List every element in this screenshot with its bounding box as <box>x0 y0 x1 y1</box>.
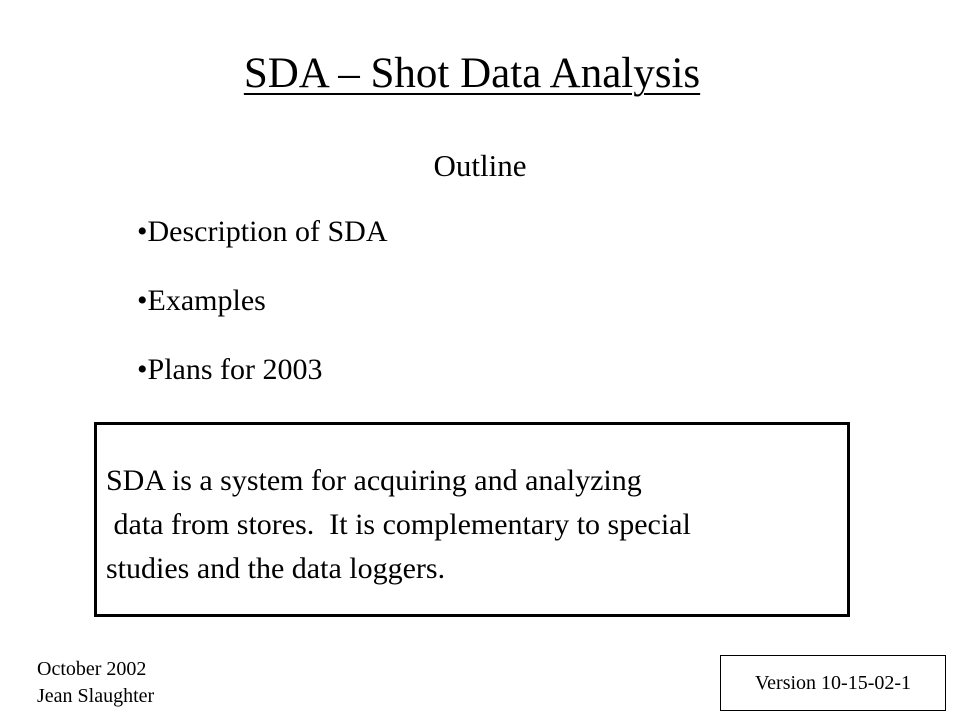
bullet-text: Description of SDA <box>147 215 388 248</box>
slide-title <box>0 44 944 104</box>
bullet-glyph: • <box>137 215 148 248</box>
footer-date: October 2002 <box>37 658 147 680</box>
footer-author: Jean Slaughter <box>37 685 155 707</box>
summary-text <box>106 459 846 591</box>
bullet-text: Examples <box>147 284 266 317</box>
slide-title-text: SDA – Shot Data Analysis <box>243 50 701 97</box>
version-label: Version 10-15-02-1 <box>720 655 946 711</box>
bullet-item <box>137 281 388 321</box>
outline-heading: Outline <box>433 148 527 183</box>
bullet-glyph: • <box>137 353 148 386</box>
bullet-text: Plans for 2003 <box>147 353 323 386</box>
bullet-item <box>137 350 388 390</box>
summary-box <box>94 422 850 617</box>
summary-line: SDA is a system for acquiring and analyzing <box>106 464 642 497</box>
outline-bullet-list <box>137 212 388 419</box>
bullet-glyph: • <box>137 284 148 317</box>
summary-line: studies and the data loggers. <box>106 552 446 585</box>
footer-info <box>37 656 154 710</box>
bullet-item <box>137 212 388 252</box>
summary-line: data from stores. It is complementary to special <box>106 508 691 541</box>
